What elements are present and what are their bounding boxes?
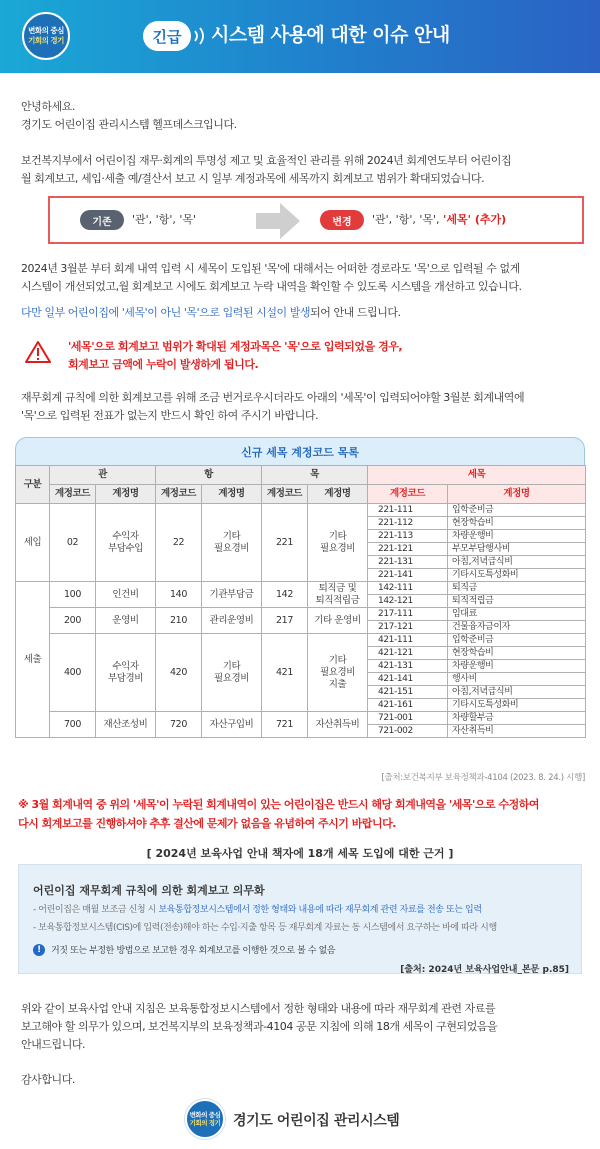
notice-line2: 다시 회계보고를 진행하셔야 추후 결산에 문제가 없음을 유념하여 주시기 바랍니다. (18, 817, 396, 830)
after-text-added: '세목' (추가) (443, 213, 507, 226)
semok-name: 차량할부금 (448, 712, 586, 725)
semok-code: 421-151 (368, 686, 448, 699)
semok-code: 221-113 (368, 530, 448, 543)
sender-line: 경기도 어린이집 관리시스템 헬프데스크입니다. (21, 118, 237, 131)
semok-code: 421-111 (368, 634, 448, 647)
table-source: [출처:보건복지부 보육정책과-4104 (2023. 8. 24.) 시행] (381, 773, 585, 783)
greeting: 안녕하세요. (21, 100, 75, 113)
semok-code: 221-111 (368, 504, 448, 517)
mok-name: 퇴직금 및 퇴직적립금 (308, 582, 368, 608)
semok-name: 기타시도특성화비 (448, 569, 586, 582)
semok-code: 721-002 (368, 725, 448, 738)
semok-code: 221-121 (368, 543, 448, 556)
thanks: 감사합니다. (21, 1073, 75, 1086)
basis-title: 어린이집 재무회계 규칙에 의한 회계보고 의무화 (33, 884, 265, 897)
semok-code: 221-112 (368, 517, 448, 530)
gwan-name: 인건비 (96, 582, 156, 608)
hang-name: 관리운영비 (202, 608, 262, 634)
semok-name: 현장학습비 (448, 517, 586, 530)
change-comparison-box (48, 196, 584, 244)
header-code: 계정코드 (368, 485, 448, 504)
gwan-code: 700 (50, 712, 96, 738)
closing-line1: 위와 같이 보육사업 안내 지침은 보육통합정보시스템에서 정한 형태와 내용에 따라 재무회계 관련 자료를 (21, 1002, 496, 1015)
table-row (16, 608, 586, 621)
footer-logo-line1: 변화의 중심 (189, 1111, 221, 1119)
hang-code: 22 (156, 504, 202, 582)
after-text-base: '관', '항', '목', (372, 213, 444, 226)
header-banner (0, 0, 600, 73)
table-row (16, 634, 586, 647)
mok-code: 721 (262, 712, 308, 738)
semok-name: 부모부담행사비 (448, 543, 586, 556)
code-table-title: 신규 세목 계정코드 목록 (15, 437, 585, 465)
semok-name: 임대료 (448, 608, 586, 621)
semok-name: 아침,저녁급식비 (448, 556, 586, 569)
semok-code: 217-121 (368, 621, 448, 634)
logo-line1: 변화의 중심 (28, 26, 64, 35)
warning-triangle-icon (25, 340, 51, 364)
header-name: 계정명 (308, 485, 368, 504)
hang-code: 720 (156, 712, 202, 738)
gwan-name: 수익자 부담수입 (96, 504, 156, 582)
table-row (16, 582, 586, 595)
gwan-code: 100 (50, 582, 96, 608)
semok-code: 421-131 (368, 660, 448, 673)
mok-name: 기타 필요경비 지출 (308, 634, 368, 712)
hang-name: 기관부담금 (202, 582, 262, 608)
semok-name: 차량운행비 (448, 530, 586, 543)
footer-org-name: 경기도 어린이집 관리시스템 (233, 1113, 400, 1129)
after-pill: 변경 (320, 210, 364, 230)
hang-name: 기타 필요경비 (202, 634, 262, 712)
notice-line1: ※ 3월 회계내역 중 위의 '세목'이 누락된 회계내역이 있는 어린이집은 반드시 해당 회계내역을 '세목'으로 수정하여 (18, 798, 539, 811)
section-label: 세입 (16, 504, 50, 582)
header-name: 계정명 (448, 485, 586, 504)
basis-line2: - 보육통합정보시스템(CIS)에 입력(전송)해야 하는 수입·지출 항목 등 재무회계 자료는 동 시스템에서 요구하는 바에 따라 시행 (33, 923, 497, 933)
hang-code: 140 (156, 582, 202, 608)
before-text: '관', '항', '목' (132, 213, 197, 226)
semok-name: 아침,저녁급식비 (448, 686, 586, 699)
urgent-badge: 긴급 (143, 21, 191, 51)
header-gwan: 관 (50, 466, 156, 485)
semok-name: 입학준비금 (448, 504, 586, 517)
para4-line2: '목'으로 입력된 전표가 없는지 반드시 확인 하여 주시기 바랍니다. (21, 409, 319, 422)
para4-line1: 재무회계 규칙에 의한 회계보고를 위해 조금 번거로우시더라도 아래의 '세목'이 입력되어야할 3월분 회계내역에 (21, 391, 525, 404)
para3 (21, 304, 581, 322)
para1-line2: 월 회계보고, 세입·세출 예/결산서 보고 시 일부 계정과목에 세목까지 회계보고 범위가 확대되었습니다. (21, 172, 485, 185)
hang-code: 420 (156, 634, 202, 712)
header-code: 계정코드 (156, 485, 202, 504)
gwan-code: 200 (50, 608, 96, 634)
mok-code: 221 (262, 504, 308, 582)
footer-logo (185, 1099, 225, 1139)
gyeonggi-logo (22, 12, 70, 60)
closing-line2: 보고해야 할 의무가 있으며, 보건복지부의 보육정책과-4104 공문 지침에 의해 18개 세목이 구현되었음을 (21, 1020, 498, 1033)
semok-code: 217-111 (368, 608, 448, 621)
semok-code: 421-161 (368, 699, 448, 712)
header-mok: 목 (262, 466, 368, 485)
gwan-code: 400 (50, 634, 96, 712)
semok-code: 721-001 (368, 712, 448, 725)
semok-code: 421-121 (368, 647, 448, 660)
gwan-name: 수익자 부담경비 (96, 634, 156, 712)
header-gubun: 구분 (16, 466, 50, 504)
basis-line1-pre: - 어린이집은 매월 보조금 신청 시 (33, 905, 159, 915)
semok-name: 건물융자금이자 (448, 621, 586, 634)
basis-warning-text: 거짓 또는 부정한 방법으로 보고한 경우 회계보고를 이행한 것으로 볼 수 없음 (51, 946, 336, 956)
header-semok: 세목 (368, 466, 586, 485)
basis-line1-highlight: 보육통합정보시스템에서 정한 형태와 내용에 따라 재무회계 관련 자료를 전송 또는 입력 (158, 905, 482, 915)
mok-code: 217 (262, 608, 308, 634)
table-row (16, 504, 586, 517)
hang-name: 기타 필요경비 (202, 504, 262, 582)
warning-line1: '세목'으로 회계보고 범위가 확대된 계정과목은 '목'으로 입력되었을 경우, (68, 340, 403, 353)
footer-logo-line2: 기회의 경기 (189, 1119, 221, 1127)
header-code: 계정코드 (50, 485, 96, 504)
code-table-body (16, 504, 586, 738)
para2-line2: 시스템이 개선되었고,월 회계보고 시에도 회계보고 누락 내역을 확인할 수 있도록 시스템을 개선하고 있습니다. (21, 280, 522, 293)
header-name: 계정명 (96, 485, 156, 504)
closing-line3: 안내드립니다. (21, 1038, 86, 1051)
hang-name: 자산구입비 (202, 712, 262, 738)
semok-name: 퇴직적립금 (448, 595, 586, 608)
semok-name: 입학준비금 (448, 634, 586, 647)
mok-code: 142 (262, 582, 308, 608)
para2-line1: 2024년 3월분 부터 회계 내역 입력 시 세목이 도입된 '목'에 대해서는 어떠한 경로라도 '목'으로 입력될 수 없게 (21, 262, 520, 275)
header-name: 계정명 (202, 485, 262, 504)
para1-line1: 보건복지부에서 어린이집 재무·회계의 투명성 제고 및 효율적인 관리를 위해 2024년 회계연도부터 어린이집 (21, 154, 512, 167)
semok-code: 421-141 (368, 673, 448, 686)
semok-name: 기타시도특성화비 (448, 699, 586, 712)
right-arrow-icon (256, 203, 300, 239)
gwan-name: 재산조성비 (96, 712, 156, 738)
para3-rest: 되어 안내 드립니다. (310, 306, 401, 319)
header-code: 계정코드 (262, 485, 308, 504)
logo-line2: 기회의 경기 (28, 36, 64, 45)
section-label: 세출 (16, 582, 50, 738)
mok-name: 기타 운영비 (308, 608, 368, 634)
semok-name: 행사비 (448, 673, 586, 686)
page-title: 시스템 사용에 대한 이슈 안내 (211, 24, 450, 46)
table-row (16, 712, 586, 725)
gwan-name: 운영비 (96, 608, 156, 634)
basis-source: [출처: 2024년 보육사업안내_본문 p.85] (400, 965, 569, 975)
basis-heading: [ 2024년 보육사업 안내 책자에 18개 세목 도입에 대한 근거 ] (146, 847, 454, 860)
basis-box (18, 864, 582, 974)
warning-line2: 회계보고 금액에 누락이 발생하게 됩니다. (68, 358, 259, 371)
semok-code: 221-131 (368, 556, 448, 569)
semok-name: 자산취득비 (448, 725, 586, 738)
mok-name: 기타 필요경비 (308, 504, 368, 582)
header-hang: 항 (156, 466, 262, 485)
gwan-code: 02 (50, 504, 96, 582)
basis-warning (33, 943, 335, 956)
semok-name: 퇴직금 (448, 582, 586, 595)
mok-name: 자산취득비 (308, 712, 368, 738)
para3-highlight: 다만 일부 어린이집에 '세목'이 아닌 '목'으로 입력된 시설이 발생 (21, 306, 311, 319)
mok-code: 421 (262, 634, 308, 712)
semok-code: 142-121 (368, 595, 448, 608)
semok-name: 차량운행비 (448, 660, 586, 673)
semok-name: 현장학습비 (448, 647, 586, 660)
semok-code: 221-141 (368, 569, 448, 582)
signal-waves-icon (193, 27, 207, 45)
before-pill: 기존 (80, 210, 124, 230)
hang-code: 210 (156, 608, 202, 634)
code-table (15, 465, 586, 738)
semok-code: 142-111 (368, 582, 448, 595)
after-text (372, 210, 506, 230)
basis-line1 (33, 902, 482, 915)
info-icon: ! (33, 944, 45, 956)
